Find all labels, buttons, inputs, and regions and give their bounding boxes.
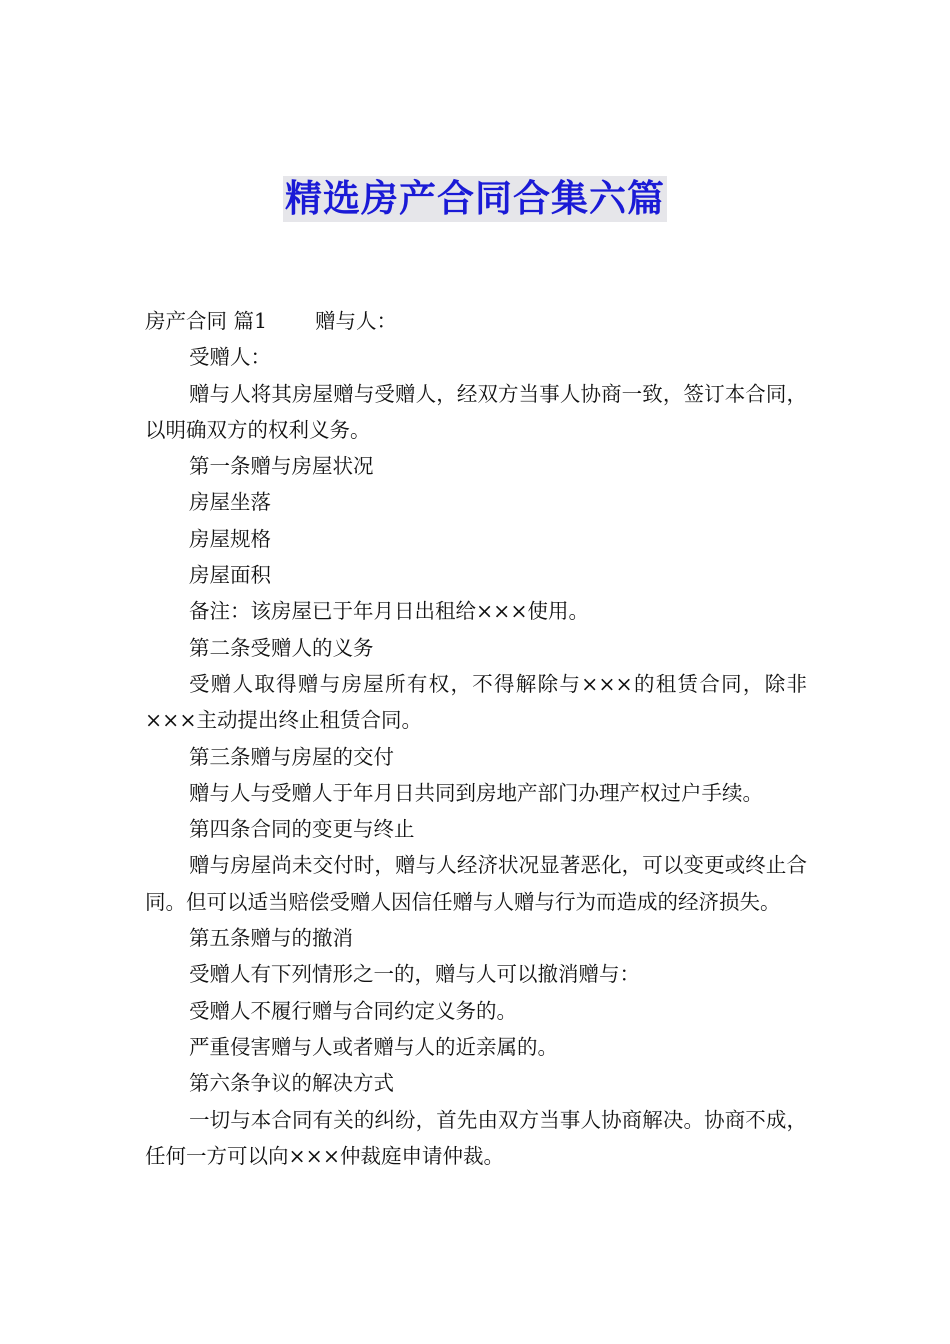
document-title: 精选房产合同合集六篇 <box>285 177 665 220</box>
house-area: 房屋面积 <box>189 563 271 588</box>
document-body <box>145 303 807 1174</box>
article-3-paragraph: 赠与人与受赠人于年月日共同到房地产部门办理产权过户手续。 <box>189 780 763 805</box>
house-location: 房屋坐落 <box>189 490 271 515</box>
part-heading: 房产合同 篇1 <box>145 309 268 333</box>
article-5-heading: 第五条赠与的撤消 <box>189 926 353 951</box>
article-6-paragraph: 一切与本合同有关的纠纷，首先由双方当事人协商解决。协商不成，任何一方可以向×××仲裁庭申请仲裁。 <box>145 1107 807 1168</box>
intro-paragraph: 赠与人将其房屋赠与受赠人，经双方当事人协商一致，签订本合同，以明确双方的权利义务。 <box>145 381 807 442</box>
article-2-paragraph: 受赠人取得赠与房屋所有权，不得解除与×××的租赁合同，除非×××主动提出终止租赁合同。 <box>145 671 807 733</box>
article-6-heading: 第六条争议的解决方式 <box>189 1071 394 1096</box>
article-5-paragraph: 受赠人有下列情形之一的，赠与人可以撤消赠与： <box>189 962 640 987</box>
article-2-heading: 第二条受赠人的义务 <box>189 635 374 660</box>
article-5-item-1: 受赠人不履行赠与合同约定义务的。 <box>189 998 517 1023</box>
article-4-paragraph: 赠与房屋尚未交付时，赠与人经济状况显著恶化，可以变更或终止合同。但可以适当赔偿受赠人因信任赠与人赠与行为而造成的经济损失。 <box>145 853 807 914</box>
article-3-heading: 第三条赠与房屋的交付 <box>189 744 394 769</box>
recipient-label: 受赠人： <box>189 345 271 370</box>
remark-paragraph: 备注：该房屋已于年月日出租给×××使用。 <box>189 599 590 624</box>
house-specification: 房屋规格 <box>189 526 271 551</box>
article-5-item-2: 严重侵害赠与人或者赠与人的近亲属的。 <box>189 1034 558 1059</box>
donor-label: 赠与人： <box>315 309 398 333</box>
title-container <box>0 176 950 222</box>
article-4-heading: 第四条合同的变更与终止 <box>189 817 415 842</box>
article-1-heading: 第一条赠与房屋状况 <box>189 454 374 479</box>
section-heading-line <box>145 303 807 339</box>
